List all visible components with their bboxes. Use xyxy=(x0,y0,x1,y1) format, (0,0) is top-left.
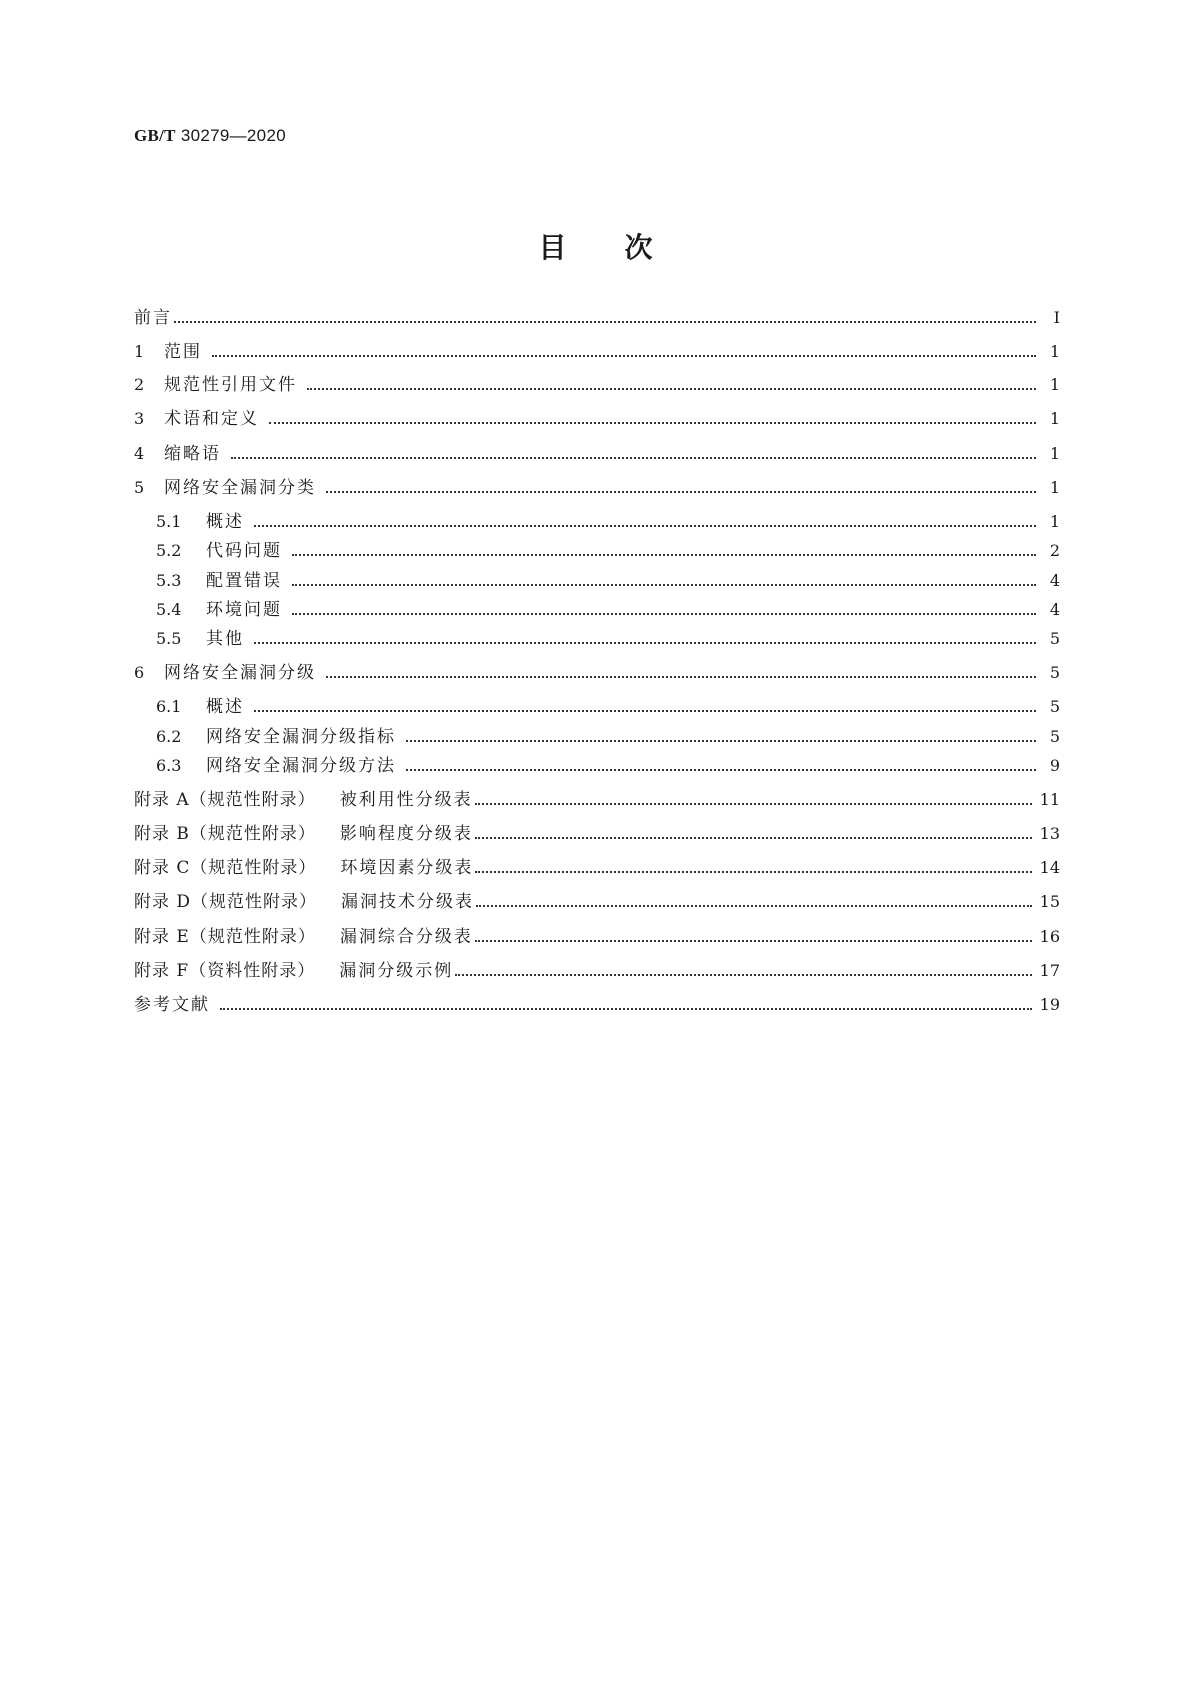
toc-entry-page: 5 xyxy=(1049,629,1060,648)
toc-entry-label: 缩略语 xyxy=(164,444,221,464)
toc-entry-appendix-d[interactable] xyxy=(134,889,1060,915)
toc-entry-number: 5.2 xyxy=(156,541,182,560)
toc-entry-label: 网络安全漏洞分级方法 xyxy=(206,756,396,776)
toc-entry-page: 19 xyxy=(1039,995,1060,1014)
toc-entry-number: 5.3 xyxy=(156,571,182,590)
toc-entry-number: 3 xyxy=(134,409,145,428)
toc-entry-number: 6 xyxy=(134,663,145,682)
toc-entry-label: 配置错误 xyxy=(206,571,282,591)
toc-entry-appendix-head: 附录 D（规范性附录） xyxy=(134,892,318,912)
toc-entry-section-6-1[interactable] xyxy=(156,694,1060,720)
toc-entry-page: 17 xyxy=(1039,961,1060,980)
dot-leader xyxy=(269,422,1036,424)
toc-entry-appendix-f[interactable] xyxy=(134,958,1060,984)
toc-entry-page: 5 xyxy=(1049,697,1060,716)
dot-leader xyxy=(174,321,1036,323)
toc-entry-section-4[interactable] xyxy=(134,441,1060,467)
dot-leader xyxy=(326,491,1036,493)
toc-entry-appendix-b[interactable] xyxy=(134,821,1060,847)
toc-entry-page: 11 xyxy=(1039,790,1060,809)
toc-entry-number: 5.5 xyxy=(156,629,182,648)
toc-entry-appendix-c[interactable] xyxy=(134,855,1060,881)
dot-leader xyxy=(476,905,1032,907)
toc-entry-number: 6.1 xyxy=(156,697,182,716)
dot-leader xyxy=(220,1008,1032,1010)
toc-entry-label: 网络安全漏洞分级 xyxy=(164,663,316,683)
toc-entry-appendix-head: 附录 F（资料性附录） xyxy=(134,961,316,981)
toc-entry-section-5[interactable] xyxy=(134,475,1060,501)
toc-entry-label: 规范性引用文件 xyxy=(164,375,297,395)
toc-entry-references[interactable] xyxy=(134,992,1060,1018)
toc-entry-page: Ⅰ xyxy=(1053,308,1060,327)
toc-entry-section-6[interactable] xyxy=(134,660,1060,686)
toc-entry-page: 1 xyxy=(1049,375,1060,394)
dot-leader xyxy=(292,554,1036,556)
toc-entry-label: 概述 xyxy=(206,512,244,532)
dot-leader xyxy=(475,837,1032,839)
toc-entry-page: 1 xyxy=(1049,478,1060,497)
dot-leader xyxy=(406,769,1036,771)
toc-entry-page: 13 xyxy=(1039,824,1060,843)
toc-entry-page: 5 xyxy=(1049,663,1060,682)
standard-number: 30279—2020 xyxy=(180,126,286,145)
toc-entry-label: 漏洞技术分级表 xyxy=(341,892,475,912)
toc-entry-page: 1 xyxy=(1049,512,1060,531)
dot-leader xyxy=(254,525,1036,527)
toc-entry-appendix-head: 附录 B（规范性附录） xyxy=(134,824,316,844)
toc-entry-label: 漏洞综合分级表 xyxy=(339,927,473,947)
toc-entry-label: 环境因素分级表 xyxy=(340,858,474,878)
dot-leader xyxy=(212,355,1036,357)
dot-leader xyxy=(475,803,1032,805)
toc-entry-page: 1 xyxy=(1049,444,1060,463)
toc-entry-appendix-a[interactable] xyxy=(134,787,1060,813)
toc-entry-section-3[interactable] xyxy=(134,406,1060,432)
toc-entry-page: 16 xyxy=(1039,927,1060,946)
dot-leader xyxy=(254,642,1036,644)
toc-entry-label: 被利用性分级表 xyxy=(339,790,473,810)
toc-entry-page: 5 xyxy=(1049,727,1060,746)
toc-entry-section-5-3[interactable] xyxy=(156,568,1060,594)
toc-entry-label: 术语和定义 xyxy=(164,409,259,429)
toc-entry-page: 15 xyxy=(1039,892,1060,911)
dot-leader xyxy=(406,740,1036,742)
toc-entry-appendix-head: 附录 E（规范性附录） xyxy=(134,927,316,947)
dot-leader xyxy=(292,613,1036,615)
toc-entry-appendix-e[interactable] xyxy=(134,924,1060,950)
toc-entry-section-5-2[interactable] xyxy=(156,538,1060,564)
toc-entry-foreword[interactable] xyxy=(134,305,1060,331)
toc-entry-label: 参考文献 xyxy=(134,995,210,1015)
toc-entry-section-5-1[interactable] xyxy=(156,509,1060,535)
standard-code xyxy=(134,126,286,146)
toc-entry-label: 漏洞分级示例 xyxy=(339,961,454,981)
toc-entry-page: 9 xyxy=(1049,756,1060,775)
toc-entry-label: 前言 xyxy=(134,308,172,328)
toc-entry-page: 4 xyxy=(1049,600,1060,619)
dot-leader xyxy=(231,457,1036,459)
toc-entry-appendix-head: 附录 A（规范性附录） xyxy=(134,790,316,810)
toc-title: 目次 xyxy=(538,231,711,264)
toc-entry-label: 范围 xyxy=(164,342,202,362)
dot-leader xyxy=(292,584,1036,586)
toc-entry-number: 6.2 xyxy=(156,727,182,746)
toc-entry-section-2[interactable] xyxy=(134,372,1060,398)
toc-entry-page: 4 xyxy=(1049,571,1060,590)
dot-leader xyxy=(475,871,1031,873)
dot-leader xyxy=(307,388,1036,390)
toc-entry-section-5-5[interactable] xyxy=(156,626,1060,652)
toc-entry-number: 5.1 xyxy=(156,512,182,531)
dot-leader xyxy=(326,676,1036,678)
toc-entry-number: 6.3 xyxy=(156,756,182,775)
dot-leader xyxy=(455,974,1031,976)
toc-entry-number: 5.4 xyxy=(156,600,182,619)
toc-entry-label: 影响程度分级表 xyxy=(339,824,473,844)
toc-entry-number: 5 xyxy=(134,478,145,497)
toc-entry-label: 其他 xyxy=(206,629,244,649)
dot-leader xyxy=(475,940,1032,942)
toc-entry-label: 环境问题 xyxy=(206,600,282,620)
toc-entry-section-1[interactable] xyxy=(134,339,1060,365)
toc-entry-number: 4 xyxy=(134,444,145,463)
standard-prefix: GB/T xyxy=(134,126,176,145)
toc-entry-label: 代码问题 xyxy=(206,541,282,561)
toc-entry-label: 网络安全漏洞分类 xyxy=(164,478,316,498)
toc-entry-label: 概述 xyxy=(206,697,244,717)
toc-entry-label: 网络安全漏洞分级指标 xyxy=(206,727,396,747)
toc-entry-section-6-3[interactable] xyxy=(156,753,1060,779)
toc-entry-number: 1 xyxy=(134,342,145,361)
toc-entry-appendix-head: 附录 C（规范性附录） xyxy=(134,858,317,878)
dot-leader xyxy=(254,710,1036,712)
toc-entry-page: 1 xyxy=(1049,342,1060,361)
toc-entry-page: 2 xyxy=(1049,541,1060,560)
toc-entry-section-5-4[interactable] xyxy=(156,597,1060,623)
toc-entry-page: 14 xyxy=(1039,858,1060,877)
toc-entry-number: 2 xyxy=(134,375,145,394)
toc-entry-page: 1 xyxy=(1049,409,1060,428)
toc-entry-section-6-2[interactable] xyxy=(156,724,1060,750)
